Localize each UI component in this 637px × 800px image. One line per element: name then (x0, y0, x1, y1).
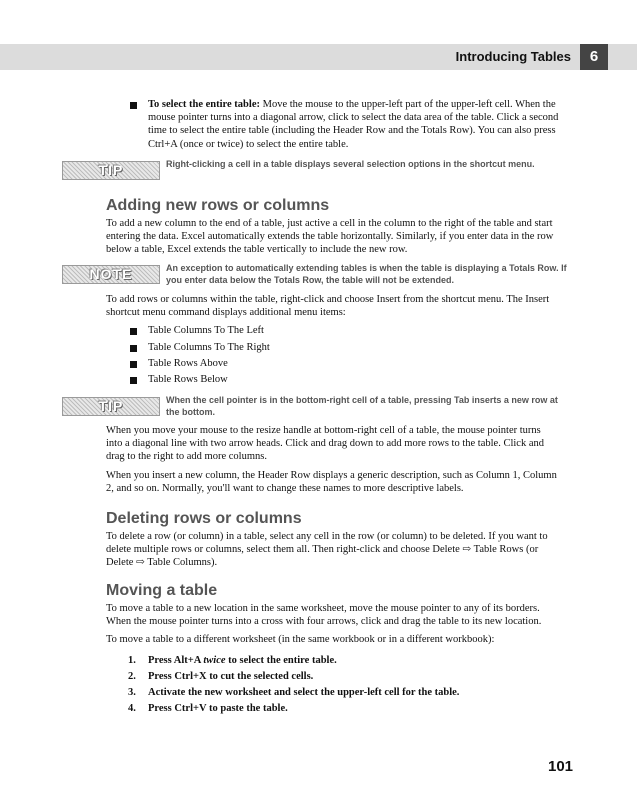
adding-para-4-line-1: When you insert a new column, the Header Row displays a generic description, such as Column 1, Column (106, 470, 557, 481)
adding-para-3 (106, 424, 544, 464)
adding-para-2 (106, 293, 549, 319)
deleting-line-1: To delete a row (or column) in a table, select any cell in the row (or column) to be deleted. If you want to (106, 531, 548, 542)
note-badge (62, 265, 160, 284)
adding-para-1-line-1: To add a new column to the end of a table, just active a cell in the column to the right of the table and start (106, 218, 553, 229)
intro-line-2: mouse pointer turns into a diagonal arrow, click to select the data area of the table. Click a second (148, 112, 559, 124)
note-line-2: you enter data below the Totals Row, the table will not be extended. (166, 275, 455, 285)
section-heading-deleting: Deleting rows or columns (106, 510, 302, 527)
section-heading-moving: Moving a table (106, 582, 218, 599)
tip-badge (62, 161, 160, 180)
step-number: 4. (128, 703, 136, 714)
step-1-emphasis: twice (203, 655, 226, 666)
chapter-number-box: 6 (580, 44, 608, 70)
tip-badge-label: TIP (98, 162, 124, 178)
step-number: 3. (128, 687, 136, 698)
step-text: Activate the new worksheet and select the upper-left cell for the table. (148, 687, 460, 698)
list-item: Table Rows Below (148, 374, 228, 385)
adding-para-3-line-2: into a diagonal line with two arrow heads. Click and drag down to add more rows to the table. Click and (106, 438, 544, 450)
note-badge-label: NOTE (89, 266, 133, 282)
deleting-para (106, 530, 548, 570)
step-number: 2. (128, 671, 136, 682)
intro-line-1-rest: Move the mouse to the upper-left part of the upper-left cell. When the (259, 99, 556, 110)
bullet-marker (130, 377, 137, 384)
step-1-post: to select the entire table. (225, 655, 337, 666)
intro-line-3: time to select the entire table (including the Header Row and the Totals Row). You can also press (148, 125, 556, 137)
moving-para-1-line-2: When the mouse pointer turns into a cross with four arrows, click and drag the table to its new location. (106, 616, 542, 628)
bullet-marker (130, 102, 137, 109)
list-item: Table Rows Above (148, 358, 228, 369)
tip-badge (62, 397, 160, 416)
tip2-line-2: the bottom. (166, 407, 215, 417)
step-1-pre: Press Alt+A (148, 655, 204, 666)
bullet-marker (130, 328, 137, 335)
adding-para-1-line-3: below a table, Excel extends the table vertically to include the new row. (106, 244, 408, 256)
list-item: Table Columns To The Right (148, 342, 270, 353)
running-header-title: Introducing Tables (455, 49, 571, 64)
intro-lead: To select the entire table: (148, 99, 260, 110)
step-text: Press Ctrl+V to paste the table. (148, 703, 288, 714)
adding-para-2-line-2: shortcut menu command displays additional menu items: (106, 307, 346, 319)
deleting-line-2: delete multiple rows or columns, select them all. Then right-click and choose Delete ⇨ Table Rows (or (106, 544, 539, 556)
note-line-1: An exception to automatically extending tables is when the table is displaying a Totals Row. If (166, 263, 567, 273)
bullet-marker (130, 361, 137, 368)
step-text: Press Ctrl+X to cut the selected cells. (148, 671, 314, 682)
adding-para-4 (106, 469, 557, 495)
page-number: 101 (548, 758, 574, 775)
adding-para-1-line-2: entering the data. Excel automatically extends the table horizontally. Similarly, if you enter data in the row (106, 231, 554, 243)
adding-para-4-line-2: 2, and so on. Normally, you'll want to change these names to more descriptive labels. (106, 483, 464, 495)
moving-para-1-line-1: To move a table to a new location in the same worksheet, move the mouse pointer to any of its borders. (106, 603, 540, 614)
step-text (148, 655, 337, 666)
tip-badge-label: TIP (98, 398, 124, 414)
deleting-line-3: Delete ⇨ Table Columns). (106, 557, 218, 569)
adding-para-2-line-1: To add rows or columns within the table, right-click and choose Insert from the shortcut menu. The Insert (106, 294, 550, 305)
tip-text (166, 394, 576, 418)
intro-bullet-text (148, 98, 573, 151)
intro-line-4: Ctrl+A (once or twice) to select the entire table. (148, 138, 349, 150)
bullet-marker (130, 345, 137, 352)
intro-line-1 (148, 98, 573, 111)
step-number: 1. (128, 655, 136, 666)
tip-text: Right-clicking a cell in a table displays several selection options in the shortcut menu. (166, 159, 535, 169)
adding-para-3-line-3: drag to the right to add more columns. (106, 451, 267, 463)
section-heading-adding: Adding new rows or columns (106, 197, 330, 214)
moving-para-1 (106, 602, 541, 628)
list-item: Table Columns To The Left (148, 325, 264, 336)
adding-para-3-line-1: When you move your mouse to the resize handle at bottom-right cell of a table, the mouse pointer turns (106, 425, 541, 436)
moving-para-2: To move a table to a different worksheet (in the same workbook or in a different workbook): (106, 634, 495, 645)
tip2-line-1: When the cell pointer is in the bottom-right cell of a table, pressing Tab inserts a new row at (166, 395, 558, 405)
adding-para-1 (106, 217, 553, 257)
note-text (166, 262, 576, 286)
